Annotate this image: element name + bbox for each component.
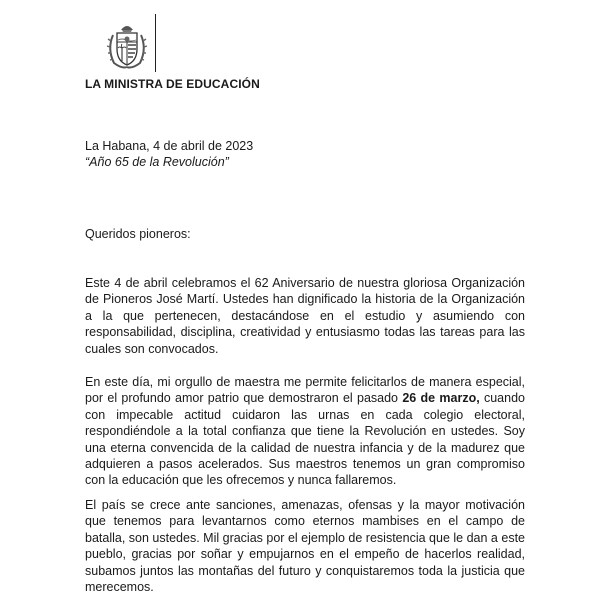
- paragraph-2-lead: En este día, mi orgullo de maestra me permite felicitarlos de manera especial, por el profundo amor patrio que demostraron el pasado: [85, 375, 525, 406]
- header-divider: [155, 14, 156, 72]
- paragraph-2-rest: cuando con impecable actitud cuidaron las urnas en cada colegio electoral, respondiéndole a la total confianza que tiene la Revolución en ustedes. Soy una eterna convencida de la calidad de nuestra infancia y de la madurez que adquieren a pasos acelerados. Sus maestros tenemos un gran compromiso con la educación que les ofrecemos y nunca fallaremos.: [85, 391, 525, 488]
- coat-of-arms-icon: [104, 21, 150, 71]
- ministry-title: LA MINISTRA DE EDUCACIÓN: [85, 77, 260, 91]
- place-and-date: La Habana, 4 de abril de 2023: [85, 139, 254, 153]
- paragraph-3: El país se crece ante sanciones, amenazas, ofensas y la mayor motivación que tenemos para levantarnos como eternos mambises en el campo de batalla, son ustedes. Mil gracias por el ejemplo de resistencia que le dan a este pueblo, gracias por soñar y empujarnos en el empeño de hacerlos realidad, subamos juntos las montañas del futuro y conquistaremos toda la justicia que merecemos.: [85, 498, 525, 595]
- year-motto: “Año 65 de la Revolución”: [85, 155, 229, 169]
- paragraph-1: Este 4 de abril celebramos el 62 Aniversario de nuestra gloriosa Organización de Pioneros José Martí. Ustedes han dignificado la historia de la Organización a la que pertenecen, destacándose en el estudio y asumiendo con responsabilidad, disciplina, creatividad y entusiasmo todas las tareas para las cuales son convocados.: [85, 276, 525, 356]
- paragraph-2-date: 26 de marzo,: [402, 391, 480, 406]
- paragraph-2: [85, 374, 525, 489]
- dateline: [85, 138, 253, 170]
- greeting: Queridos pioneros:: [85, 227, 191, 241]
